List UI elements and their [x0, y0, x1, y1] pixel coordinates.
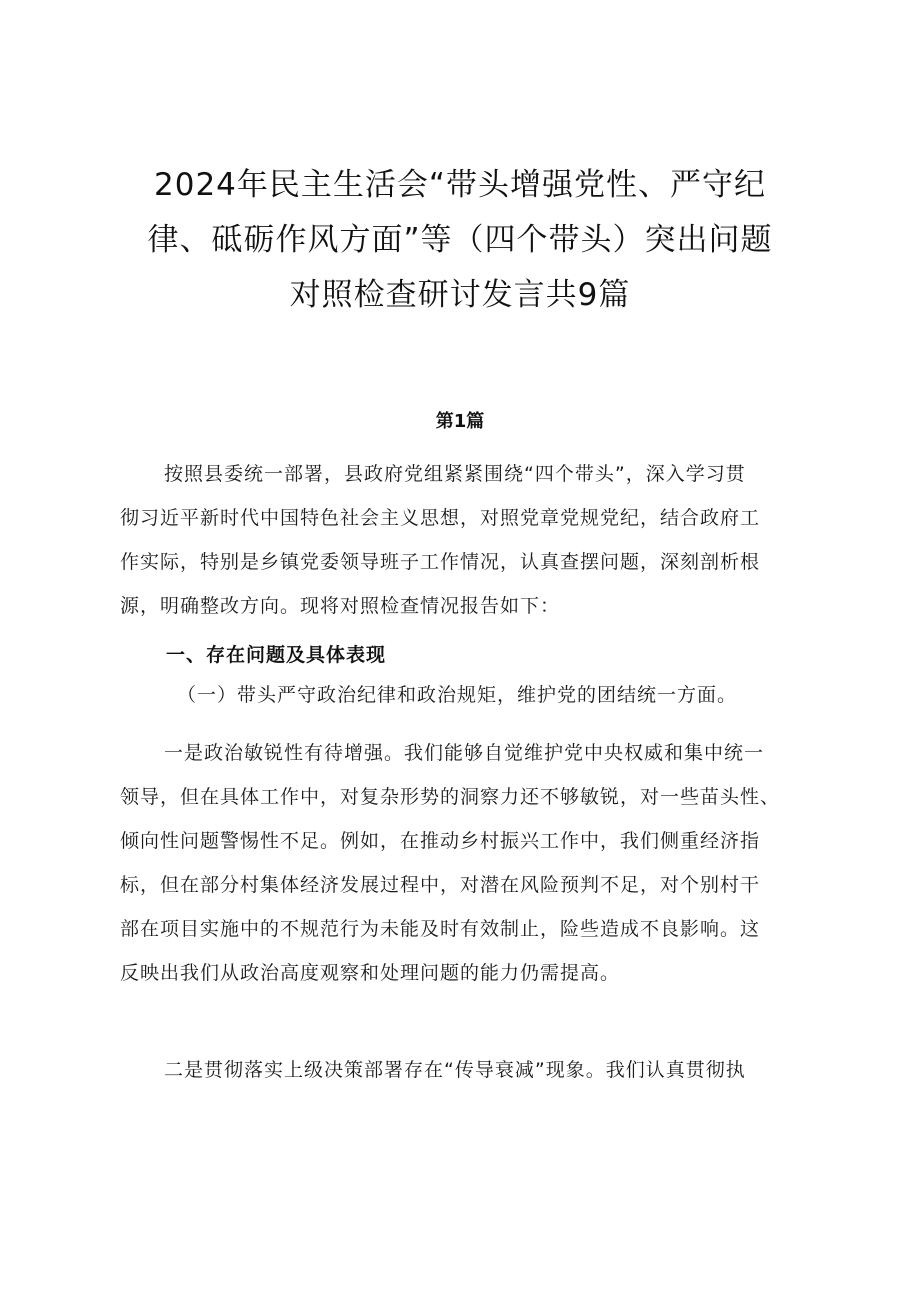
sub-heading-political-discipline: （一）带头严守政治纪律和政治规矩，维护党的团结统一方面。 [177, 684, 738, 706]
intro-line-3: 作实际，特别是乡镇党委领导班子工作情况，认真查摆问题，深刻剖析根 [120, 551, 761, 573]
title-line-3: 对照检查研讨发言共9篇 [289, 277, 631, 313]
section-title: 第1篇 [435, 411, 485, 432]
paragraph-political-sensitivity [120, 731, 810, 995]
intro-line-4: 源，明确整改方向。现将对照检查情况报告如下： [120, 595, 561, 617]
paragraph-transmission-decay [120, 1048, 810, 1092]
heading-existing-problems: 一、存在问题及具体表现 [166, 644, 387, 666]
paragraph-line: 反映出我们从政治高度观察和处理问题的能力仍需提高。 [120, 962, 621, 984]
title-line-2: 律、砥砺作风方面”等（四个带头）突出问题 [147, 222, 773, 258]
document-title [90, 158, 830, 323]
intro-line-2: 彻习近平新时代中国特色社会主义思想，对照党章党规党纪，结合政府工 [120, 507, 761, 529]
paragraph-line: 二是贯彻落实上级决策部署存在“传导衰减”现象。我们认真贯彻执 [164, 1059, 746, 1081]
paragraph-line: 一是政治敏锐性有待增强。我们能够自觉维护党中央权威和集中统一 [164, 742, 765, 764]
paragraph-line: 部在项目实施中的不规范行为未能及时有效制止，险些造成不良影响。这 [120, 918, 761, 940]
intro-paragraph [120, 452, 810, 628]
paragraph-line: 领导，但在具体工作中，对复杂形势的洞察力还不够敏锐，对一些苗头性、 [120, 786, 781, 808]
paragraph-line: 标，但在部分村集体经济发展过程中，对潜在风险预判不足，对个别村干 [120, 874, 761, 896]
title-line-1: 2024年民主生活会“带头增强党性、严守纪 [154, 167, 766, 203]
paragraph-line: 倾向性问题警惕性不足。例如，在推动乡村振兴工作中，我们侧重经济指 [120, 830, 761, 852]
intro-line-1: 按照县委统一部署，县政府党组紧紧围绕“四个带头”，深入学习贯 [164, 463, 746, 485]
